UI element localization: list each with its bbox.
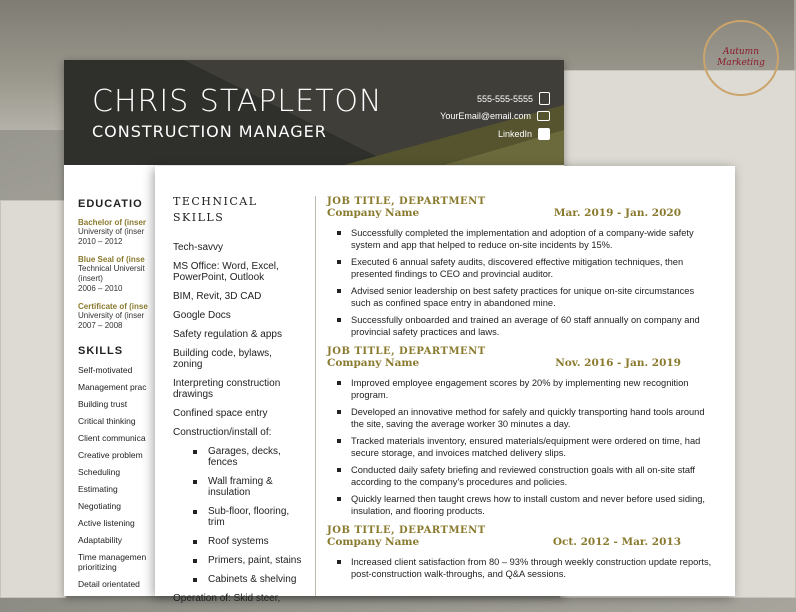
skill-item: Self-motivated: [78, 365, 133, 375]
skill-item: Time managemen: [78, 552, 147, 562]
tech-skill: Interpreting construction drawings: [173, 378, 281, 400]
skill-item: Building trust: [78, 399, 128, 409]
skill-item: Adaptability: [78, 535, 122, 545]
education-item: Bachelor of (inser University of (inser 2010 – 2012: [78, 218, 147, 246]
phone-icon: [539, 92, 550, 105]
company-name: Company Name: [327, 357, 420, 369]
tech-skill: Google Docs: [173, 310, 231, 321]
job-bullet: Tracked materials inventory, ensured materials/equipment were ordered on time, had secure storage, and invoices matched delivery slips.: [327, 435, 715, 459]
job-bullet: Successfully completed the implementation and adoption of a company-wide safety system and app that helped to reduce on-site incidents by 15%.: [327, 227, 715, 251]
logo-text: Autumn Marketing: [717, 47, 765, 68]
company-name: Company Name: [327, 536, 420, 548]
job-bullet: Increased client satisfaction from 80 – 93% through weekly construction update reports, post-construction walk-throughs, and Q&A sessions.: [327, 556, 715, 580]
education-item: Certificate of (inse University of (inser 2007 – 2008: [78, 302, 148, 330]
install-item: Roof systems: [173, 536, 303, 547]
background-block: [0, 200, 66, 598]
tech-skill: BIM, Revit, 3D CAD: [173, 291, 262, 302]
skill-item: Client communica: [78, 433, 146, 443]
contact-email: YourEmail@email.com: [440, 111, 550, 121]
skill-item: Critical thinking: [78, 416, 136, 426]
job-entry: [327, 525, 715, 580]
skill-item: Active listening: [78, 518, 135, 528]
candidate-name: CHRIS STAPLETON: [92, 84, 383, 119]
back-left-column: [78, 198, 158, 596]
skills-list: [78, 365, 158, 589]
contact-phone: 555-555-5555: [477, 92, 550, 105]
column-divider: [315, 196, 316, 596]
install-item: Garages, decks, fences: [173, 446, 303, 468]
job-bullet: Conducted daily safety briefing and reviewed construction goals with all on-site staff according to the company's procedures and policies.: [327, 464, 715, 488]
mail-icon: [537, 111, 550, 121]
tech-skill: Confined space entry: [173, 408, 268, 419]
job-bullet: Improved employee engagement scores by 20% by implementing new recognition program.: [327, 377, 715, 401]
job-dates: Mar. 2019 - Jan. 2020: [553, 207, 681, 219]
tech-skill: Operation of: Skid steer,: [173, 593, 281, 604]
skill-item: Detail orientated: [78, 579, 140, 589]
candidate-role: CONSTRUCTION MANAGER: [92, 122, 327, 141]
skill-item: Estimating: [78, 484, 118, 494]
resume-header: [64, 60, 564, 165]
technical-skills-heading: TECHNICAL SKILLS: [173, 195, 258, 224]
education-item: Blue Seal of (inse Technical Universit (insert) 2006 – 2010: [78, 255, 145, 293]
install-item: Wall framing & insulation: [173, 476, 303, 498]
linkedin-icon: [538, 128, 550, 140]
job-bullet: Developed an innovative method for safely and quickly transporting hand tools around the site, saving the average worker 30 minutes a day.: [327, 406, 715, 430]
job-dates: Oct. 2012 - Mar. 2013: [552, 536, 681, 548]
tech-skill: Construction/install of:: [173, 427, 272, 438]
experience-column: [327, 196, 715, 588]
brand-logo: [703, 20, 779, 96]
job-entry: [327, 346, 715, 517]
install-item: Sub-floor, flooring, trim: [173, 506, 303, 528]
skill-item: Negotiating: [78, 501, 122, 511]
education-heading: EDUCATIO: [78, 198, 143, 210]
job-title: JOB TITLE, DEPARTMENT: [327, 525, 486, 536]
skill-item: prioritizing: [78, 562, 117, 572]
job-entry: [327, 196, 715, 338]
job-bullet: Quickly learned then taught crews how to install custom and never before used siding, insulation, and flooring products.: [327, 493, 715, 517]
job-dates: Nov. 2016 - Jan. 2019: [555, 357, 681, 369]
resume-front-page: [155, 166, 735, 604]
company-name: Company Name: [327, 207, 420, 219]
install-item: Primers, paint, stains: [173, 555, 303, 566]
skill-item: Scheduling: [78, 467, 121, 477]
tech-skill: MS Office: Word, Excel, PowerPoint, Outlook: [173, 261, 279, 283]
job-bullet: Advised senior leadership on best safety practices for unique on-site circumstances such as confined space entry in abandoned mine.: [327, 285, 715, 309]
contact-linkedin: LinkedIn: [498, 128, 550, 140]
install-item: Cabinets & shelving: [173, 574, 303, 585]
tech-skill: Tech-savvy: [173, 242, 224, 253]
skills-heading: SKILLS: [78, 345, 124, 357]
skill-item: Management prac: [78, 382, 147, 392]
skill-item: Creative problem: [78, 450, 143, 460]
job-bullet: Successfully onboarded and trained an average of 60 staff annually on company and provincial safety practices and laws.: [327, 314, 715, 338]
job-bullet: Executed 6 annual safety audits, discovered effective mitigation techniques, then presented findings to CEO and provincial auditor.: [327, 256, 715, 280]
technical-skills-column: [173, 194, 303, 612]
tech-skill: Building code, bylaws, zoning: [173, 348, 272, 370]
tech-skill: Safety regulation & apps: [173, 329, 282, 340]
job-title: JOB TITLE, DEPARTMENT: [327, 346, 486, 357]
job-title: JOB TITLE, DEPARTMENT: [327, 196, 486, 207]
